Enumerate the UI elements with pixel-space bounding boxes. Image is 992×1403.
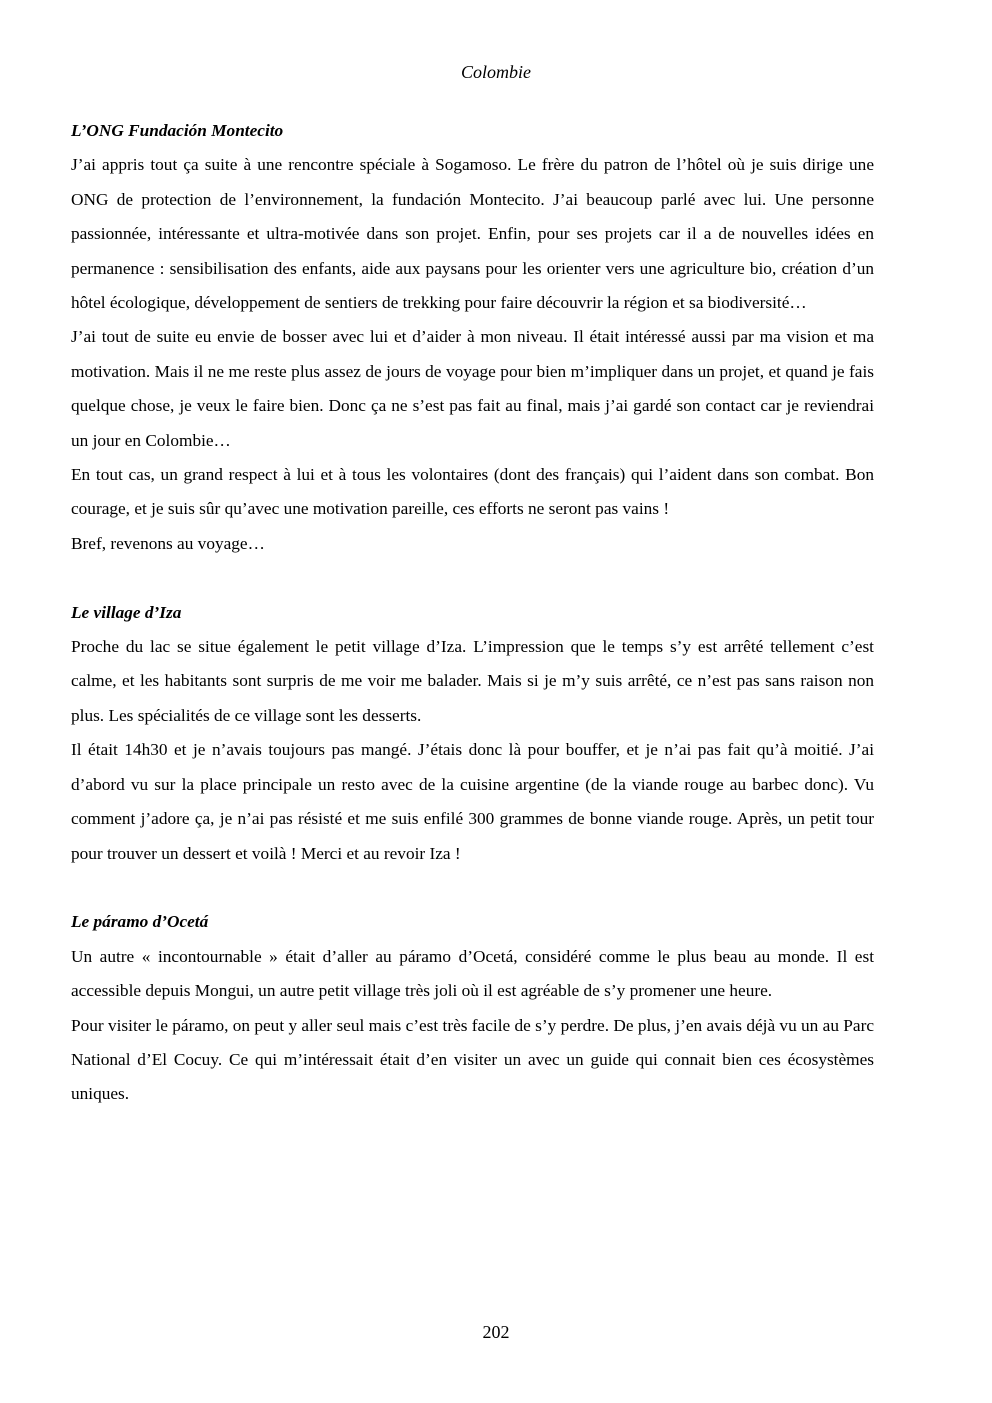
paragraph: En tout cas, un grand respect à lui et à tous les volontaires (dont des français) qui l’aident dans son combat. Bon courage, et je suis sûr qu’avec une motivation pareille, ces efforts ne seront pas vains ! bbox=[71, 465, 874, 519]
section-paramo-oceta bbox=[71, 905, 874, 1111]
page-number: 202 bbox=[482, 1322, 510, 1342]
section-village-iza bbox=[71, 596, 874, 871]
section-spacer bbox=[71, 871, 874, 905]
page-body bbox=[71, 114, 874, 1112]
section-title: Le village d’Iza bbox=[71, 602, 182, 622]
paragraph: Un autre « incontournable » était d’aller au páramo d’Ocetá, considéré comme le plus beau au monde. Il est accessible depuis Mongui, un autre petit village très joli où il est agréable de s’y promener une heure. bbox=[71, 946, 874, 1001]
paragraph: Proche du lac se situe également le petit village d’Iza. L’impression que le temps s’y est arrêté tellement c’est calme, et les habitants sont surpris de me voir me balader. Mais si je m’y suis arrêté, ce n’est pas sans raison non plus. Les spécialités de ce village sont les desserts. bbox=[71, 637, 874, 725]
section-title: Le páramo d’Ocetá bbox=[71, 912, 209, 932]
paragraph: Pour visiter le páramo, on peut y aller seul mais c’est très facile de s’y perdre. De plus, j’en avais déjà vu un au Parc National d’El Cocuy. Ce qui m’intéressait était d’en visiter un avec un guide qui connait bien ces écosystèmes uniques. bbox=[71, 1015, 874, 1104]
paragraph: J’ai tout de suite eu envie de bosser avec lui et d’aider à mon niveau. Il était intéressé aussi par ma vision et ma motivation. Mais il ne me reste plus assez de jours de voyage pour bien m’impliquer dans un projet, et quand je fais quelque chose, je veux le faire bien. Donc ça ne s’est pas fait au final, mais j’ai gardé son contact car je reviendrai un jour en Colombie… bbox=[71, 327, 874, 450]
section-title: L’ONG Fundación Montecito bbox=[71, 121, 284, 140]
paragraph: Il était 14h30 et je n’avais toujours pas mangé. J’étais donc là pour bouffer, et je n’ai pas fait qu’à moitié. J’ai d’abord vu sur la place principale un resto avec de la cuisine argentine (de la viande rouge au barbec donc). Vu comment j’adore ça, je n’ai pas résisté et me suis enfilé 300 grammes de bonne viande rouge. Après, un petit tour pour trouver un dessert et voilà ! Merci et au revoir Iza ! bbox=[71, 740, 874, 863]
paragraph: Bref, revenons au voyage… bbox=[71, 533, 265, 553]
running-header: Colombie bbox=[461, 62, 531, 82]
paragraph: J’ai appris tout ça suite à une rencontre spéciale à Sogamoso. Le frère du patron de l’hôtel où je suis dirige une ONG de protection de l’environnement, la fundación Montecito. J’ai beaucoup parlé avec lui. Une personne passionnée, intéressante et ultra-motivée dans son projet. Enfin, pour ses projets car il a de nouvelles idées en permanence : sensibilisation des enfants, aide aux paysans pour les orienter vers une agriculture bio, création d’un hôtel écologique, développement de sentiers de trekking pour faire découvrir la région et sa biodiversité… bbox=[71, 155, 874, 313]
section-ong-fundacion-montecito bbox=[71, 114, 874, 561]
section-spacer bbox=[71, 561, 874, 595]
